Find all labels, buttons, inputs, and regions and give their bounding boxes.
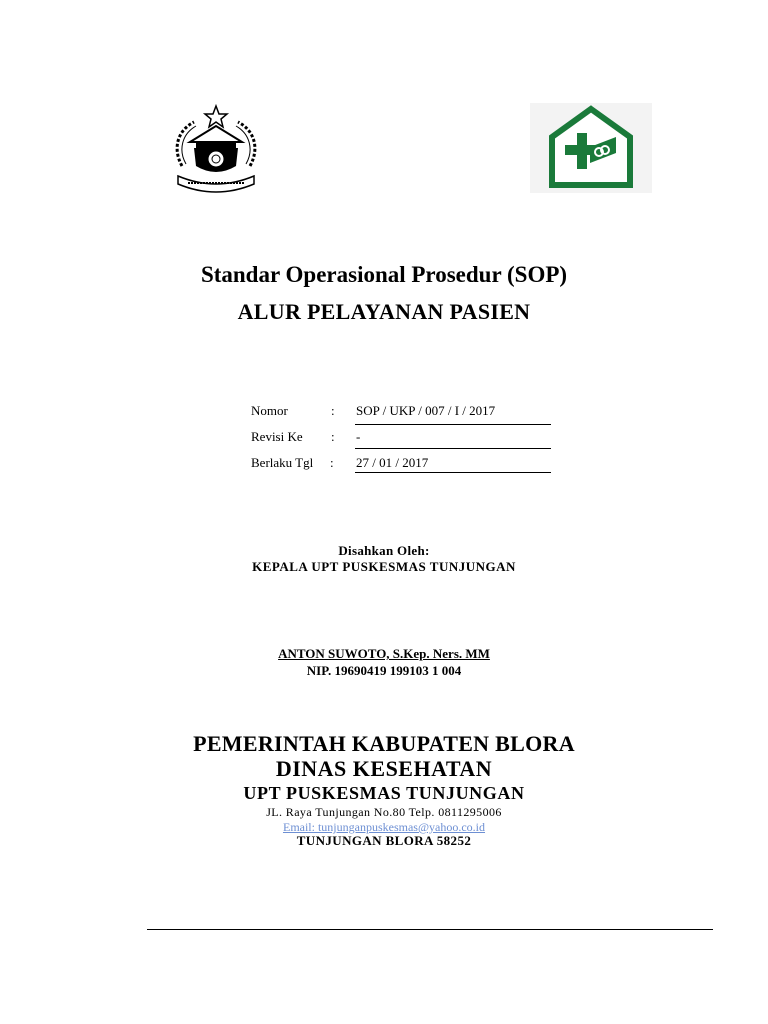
address-line: JL. Raya Tunjungan No.80 Telp. 0811295006 xyxy=(266,805,502,819)
email-link[interactable]: Email: tunjunganpuskesmas@yahoo.co.id xyxy=(282,820,486,834)
city-postal: TUNJUNGAN BLORA 58252 xyxy=(296,833,472,848)
government-name: PEMERINTAH KABUPATEN BLORA xyxy=(193,731,575,756)
meta-label-berlaku: Berlaku Tgl xyxy=(251,455,314,470)
meta-colon: : xyxy=(331,403,335,418)
approver-position: KEPALA UPT PUSKESMAS TUNJUNGAN xyxy=(252,559,516,574)
unit-name: UPT PUSKESMAS TUNJUNGAN xyxy=(243,783,525,803)
meta-colon: : xyxy=(331,429,335,444)
meta-underline xyxy=(355,448,551,449)
document-title: Standar Operasional Prosedur (SOP) xyxy=(200,262,568,287)
meta-colon: : xyxy=(330,455,334,470)
signer-nip: NIP. 19690419 199103 1 004 xyxy=(306,663,462,678)
document-subtitle: ALUR PELAYANAN PASIEN xyxy=(237,299,531,324)
meta-label-nomor: Nomor xyxy=(251,403,288,418)
meta-value-berlaku: 27 / 01 / 2017 xyxy=(356,455,429,470)
signer-name-block xyxy=(0,646,768,662)
meta-value-nomor: SOP / UKP / 007 / I / 2017 xyxy=(356,403,496,418)
blora-regency-emblem-icon xyxy=(168,104,264,200)
meta-underline xyxy=(355,472,551,473)
meta-underline xyxy=(355,424,551,425)
agency-name: DINAS KESEHATAN xyxy=(275,756,493,781)
approved-by-label: Disahkan Oleh: xyxy=(338,543,430,558)
meta-label-revisi: Revisi Ke xyxy=(251,429,303,444)
bottom-divider xyxy=(147,929,713,930)
signer-name: ANTON SUWOTO, S.Kep. Ners. MM xyxy=(278,646,490,661)
meta-value-revisi: - xyxy=(356,429,361,444)
puskesmas-logo-icon xyxy=(530,103,652,193)
